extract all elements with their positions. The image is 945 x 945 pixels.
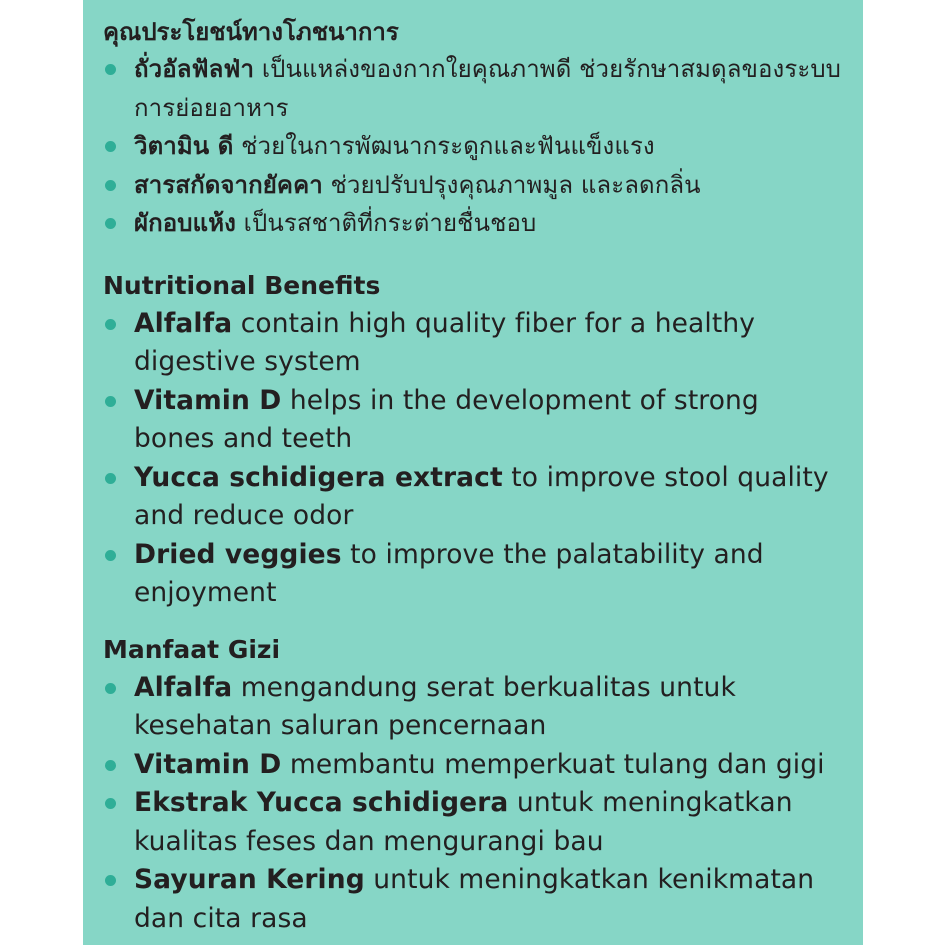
bullet-icon — [105, 550, 116, 561]
benefit-term: Vitamin D — [134, 748, 282, 780]
benefit-term: Ekstrak Yucca schidigera — [134, 787, 509, 818]
benefit-term: สารสกัดจากยัคคา — [134, 170, 323, 199]
benefit-text: ช่วยในการพัฒนากระดูกและฟันแข็งแรง — [233, 132, 655, 160]
benefit-text: to improve the palatability and enjoyment — [134, 538, 764, 608]
benefit-term: วิตามิน ดี — [134, 132, 234, 160]
english-heading: Nutritional Benefits — [103, 270, 381, 300]
list-item — [103, 784, 845, 861]
indonesian-section — [103, 631, 845, 939]
list-item — [103, 536, 845, 613]
list-item — [103, 861, 845, 938]
english-section — [103, 267, 845, 613]
nutrition-panel — [83, 0, 863, 945]
benefit-term: ผักอบแห้ง — [134, 209, 236, 237]
bullet-icon — [105, 683, 116, 694]
benefit-text: เป็นแหล่งของกากใยคุณภาพดี ช่วยรักษาสมดุลของระบบการย่อยอาหาร — [134, 55, 842, 122]
indonesian-benefit-list — [103, 669, 845, 939]
benefit-term: Alfalfa — [134, 671, 233, 703]
bullet-icon — [105, 180, 116, 191]
list-item — [103, 127, 845, 166]
english-benefit-list — [103, 305, 845, 613]
section-spacer — [103, 243, 845, 267]
benefit-text: untuk meningkatkan kualitas feses dan mengurangi bau — [134, 787, 793, 857]
list-item — [103, 305, 845, 382]
benefit-text: helps in the development of strong bones and teeth — [134, 384, 759, 454]
list-item — [103, 204, 845, 243]
benefit-text: เป็นรสชาติที่กระต่ายชื่นชอบ — [235, 209, 537, 237]
bullet-icon — [105, 798, 116, 809]
benefit-term: ถั่วอัลฟัลฟ่า — [134, 55, 255, 83]
list-item — [103, 166, 845, 205]
benefit-text: to improve stool quality and reduce odor — [134, 461, 829, 531]
benefit-text: untuk meningkatkan kenikmatan dan cita rasa — [134, 864, 815, 934]
benefit-term: Vitamin D — [134, 384, 282, 416]
list-item — [103, 669, 845, 746]
benefit-term: Yucca schidigera extract — [134, 461, 503, 493]
benefit-term: Dried veggies — [134, 538, 342, 570]
list-item — [103, 382, 845, 459]
bullet-icon — [105, 141, 116, 152]
list-item — [103, 50, 845, 127]
bullet-icon — [105, 396, 116, 407]
bullet-icon — [105, 218, 116, 229]
bullet-icon — [105, 875, 116, 886]
list-item — [103, 459, 845, 536]
benefit-text: membantu memperkuat tulang dan gigi — [281, 748, 825, 780]
thai-benefit-list — [103, 50, 845, 243]
benefit-term: Sayuran Kering — [134, 864, 365, 895]
thai-heading: คุณประโยชน์ทางโภชนาการ — [103, 18, 399, 46]
thai-section — [103, 14, 845, 243]
benefit-term: Alfalfa — [134, 307, 233, 339]
benefit-text: mengandung serat berkualitas untuk kesehatan saluran pencernaan — [134, 671, 736, 741]
bullet-icon — [105, 760, 116, 771]
bullet-icon — [105, 64, 116, 75]
benefit-text: contain high quality fiber for a healthy digestive system — [134, 307, 756, 377]
bullet-icon — [105, 473, 116, 484]
bullet-icon — [105, 319, 116, 330]
benefit-text: ช่วยปรับปรุงคุณภาพมูล และลดกลิ่น — [322, 170, 701, 199]
section-spacer — [103, 613, 845, 631]
list-item — [103, 746, 845, 785]
indonesian-heading: Manfaat Gizi — [103, 634, 281, 664]
